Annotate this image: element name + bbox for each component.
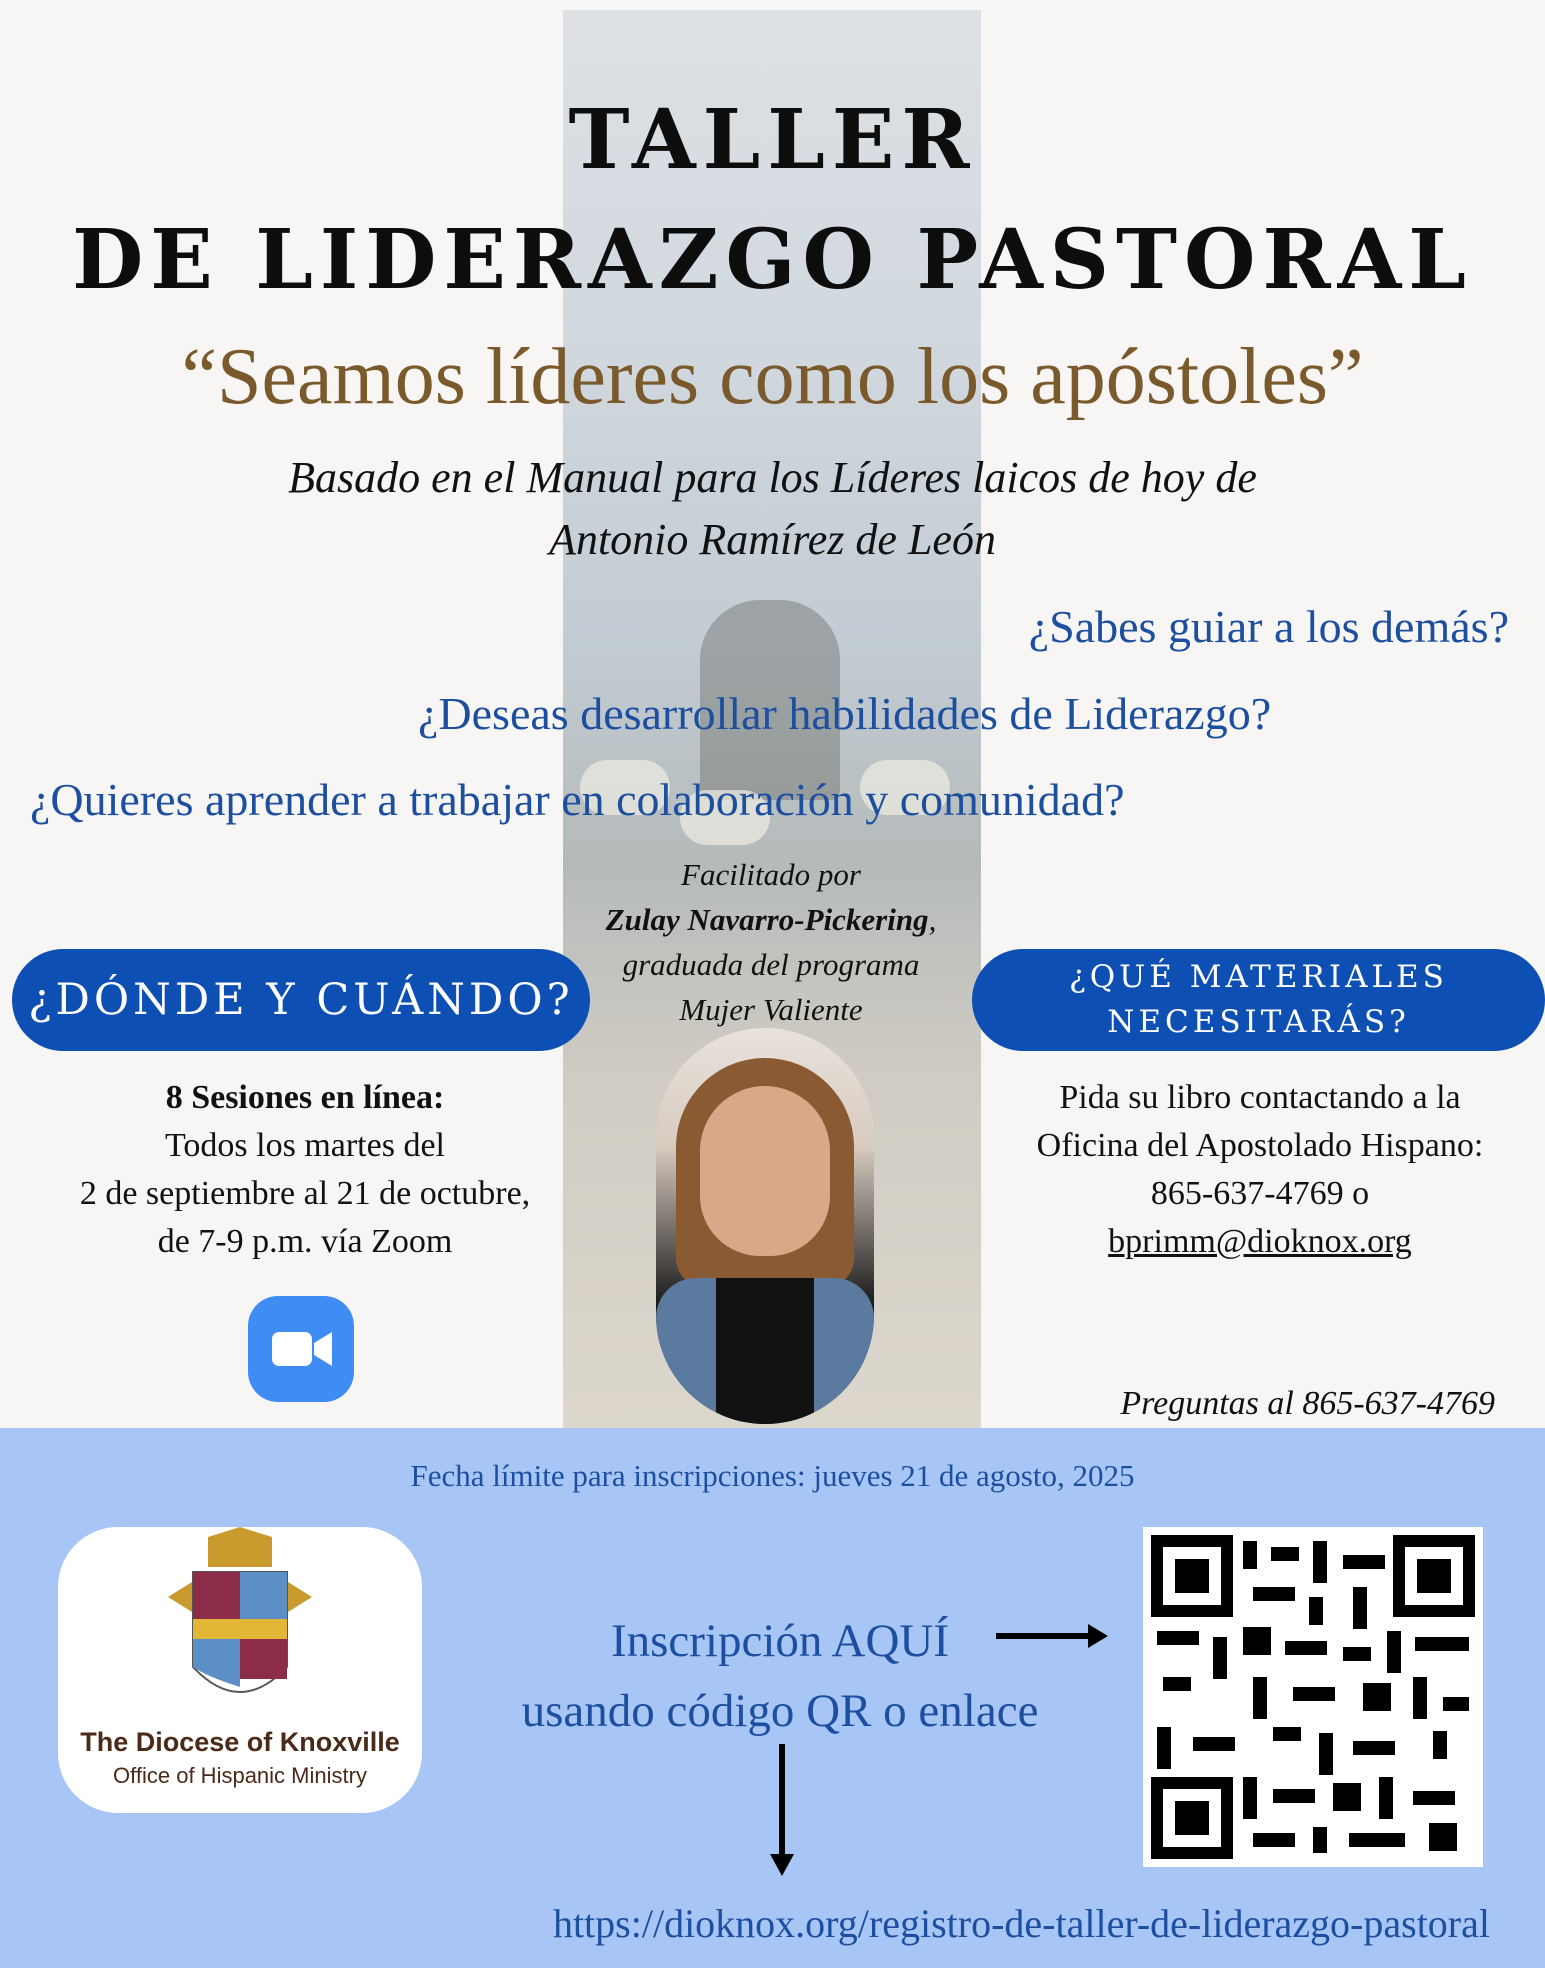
- arrow-down-icon: [762, 1742, 802, 1882]
- based-line-2: Antonio Ramírez de León: [549, 515, 996, 564]
- facilitator-name: Zulay Navarro-Pickering: [605, 902, 929, 937]
- facilitator-line-4: Mujer Valiente: [679, 992, 863, 1027]
- facilitator-name-comma: ,: [928, 902, 937, 937]
- logo-title: The Diocese of Knoxville: [80, 1727, 400, 1757]
- facilitator-label: Facilitado por: [681, 857, 861, 892]
- question-2: ¿Deseas desarrollar habilidades de Liderazgo?: [418, 688, 1272, 739]
- photo-shirt: [716, 1278, 814, 1424]
- materials-email-link[interactable]: bprimm@dioknox.org: [1108, 1223, 1412, 1260]
- materials-line-3: 865-637-4769 o: [1150, 1175, 1370, 1212]
- materials-line-2: Oficina del Apostolado Hispano:: [1036, 1127, 1484, 1164]
- questions-phone: Preguntas al 865-637-4769: [1120, 1385, 1495, 1422]
- logo-subtitle: Office of Hispanic Ministry: [113, 1763, 367, 1788]
- materials-heading: [972, 949, 1545, 1051]
- materials-text: [975, 1074, 1545, 1266]
- based-line-1: Basado en el Manual para los Líderes laicos de hoy de: [288, 453, 1257, 502]
- materials-heading-line-2: NECESITARÁS?: [1107, 1004, 1410, 1040]
- facilitator-name-line: [553, 897, 989, 942]
- photo-face: [700, 1086, 830, 1256]
- question-3: ¿Quieres aprender a trabajar en colaboración y comunidad?: [30, 774, 1125, 825]
- zoom-icon: [248, 1296, 354, 1402]
- schedule-text: [10, 1074, 600, 1266]
- diocese-logo: [58, 1527, 422, 1813]
- arrow-right-icon: [992, 1616, 1112, 1656]
- where-when-heading: ¿DÓNDE Y CUÁNDO?: [12, 949, 590, 1051]
- question-1: ¿Sabes guiar a los demás?: [1028, 601, 1509, 652]
- facilitator-photo: [656, 1028, 874, 1424]
- based-on-text: [0, 447, 1545, 571]
- register-line-1: Inscripción AQUÍ: [610, 1615, 950, 1667]
- schedule-line-3: 2 de septiembre al 21 de octubre,: [79, 1175, 531, 1212]
- registration-url-link[interactable]: https://dioknox.org/registro-de-taller-de-liderazgo-pastoral: [552, 1901, 1490, 1946]
- crest-icon: [58, 1527, 422, 1727]
- deadline-text: Fecha límite para inscripciones: jueves 21 de agosto, 2025: [410, 1458, 1135, 1493]
- materials-heading-line-1: ¿QUÉ MATERIALES: [1069, 959, 1448, 995]
- facilitator-block: [553, 852, 989, 1032]
- schedule-bold-line: 8 Sesiones en línea:: [165, 1079, 445, 1116]
- schedule-line-2: Todos los martes del: [165, 1127, 445, 1164]
- subtitle-quote: “Seamos líderes como los apóstoles”: [181, 333, 1364, 421]
- title-line-2: DE LIDERAZGO PASTORAL: [72, 212, 1473, 308]
- title-line-1: TALLER: [568, 92, 977, 188]
- facilitator-line-3: graduada del programa: [622, 947, 920, 982]
- materials-line-1: Pida su libro contactando a la: [1059, 1079, 1461, 1116]
- schedule-line-4: de 7-9 p.m. vía Zoom: [157, 1223, 453, 1260]
- register-line-2: usando código QR o enlace: [521, 1685, 1039, 1737]
- qr-code[interactable]: [1143, 1527, 1483, 1867]
